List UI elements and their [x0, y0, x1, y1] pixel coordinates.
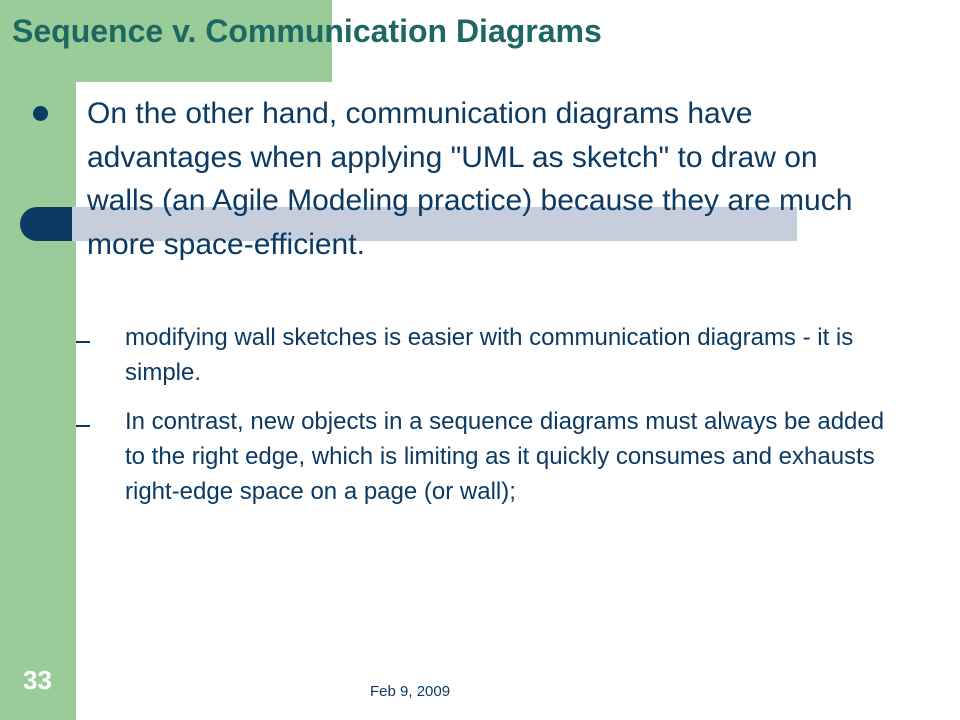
slide-date: Feb 9, 2009: [370, 683, 451, 700]
main-bullet-text: On the other hand, communication diagrams have advantages when applying "UML as sketch" to draw on walls (an Agile Modeling practice) because they are much more space-efficient.: [87, 97, 853, 261]
sub-bullet-1: modifying wall sketches is easier with communication diagrams - it is simple.: [125, 324, 854, 386]
dash-bullet-icon: [76, 341, 90, 343]
slide-number: 33: [23, 665, 52, 695]
accent-band-tab: [20, 207, 72, 241]
dash-bullet-icon: [76, 425, 90, 427]
slide-title: Sequence v. Communication Diagrams: [12, 13, 602, 49]
bullet-icon: [33, 106, 48, 121]
sub-bullet-2: In contrast, new objects in a sequence diagrams must always be added to the right edge, which is limiting as it quickly consumes and exhausts right-edge space on a page (or wall);: [125, 408, 885, 505]
